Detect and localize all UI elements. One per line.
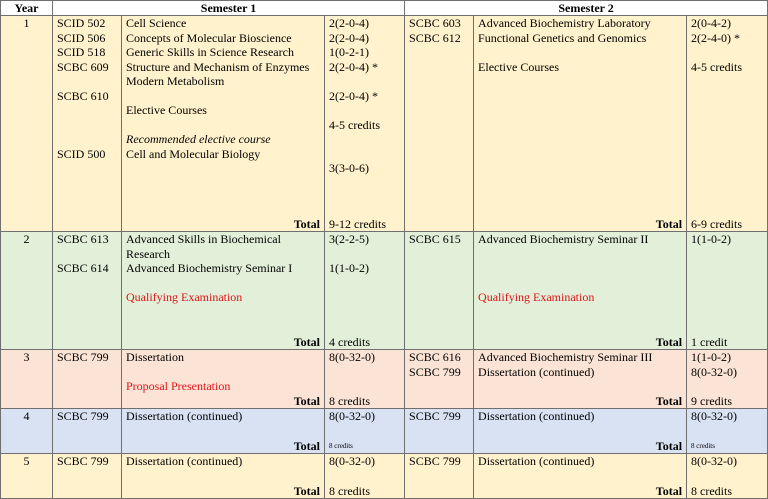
y1-s1-courses xyxy=(122,16,325,217)
total-label: Total xyxy=(122,439,325,454)
total-credits: 9-12 credits xyxy=(325,217,405,232)
total-label: Total xyxy=(474,439,687,454)
credit-value: 2(0-4-2) xyxy=(691,16,732,30)
total-label: Total xyxy=(122,217,325,232)
course-code: SCID 518 xyxy=(57,45,106,59)
y4-s1-credit: 8(0-32-0) xyxy=(325,409,405,439)
y2-s2-codes xyxy=(405,232,474,335)
course-name: Advanced Biochemistry Seminar I xyxy=(126,261,293,275)
y4-s1-code: SCBC 799 xyxy=(53,409,122,439)
credit-value: 8(0-32-0) xyxy=(329,350,375,364)
credit-value: 2(2-0-4) * xyxy=(329,59,378,74)
y1-s2-credits xyxy=(687,16,768,217)
total-credits: 8 credits xyxy=(325,439,405,454)
header-semester-2: Semester 2 xyxy=(405,1,768,16)
year-3-row xyxy=(1,350,768,394)
year-5-row xyxy=(1,454,768,484)
total-credits: 1 credit xyxy=(687,335,768,350)
total-credits: 6-9 credits xyxy=(687,217,768,232)
header-year: Year xyxy=(1,1,53,16)
course-code: SCBC 612 xyxy=(409,30,461,45)
credit-value: 3(3-0-6) xyxy=(329,161,369,175)
y5-s1-code: SCBC 799 xyxy=(53,454,122,484)
y5-s2-code: SCBC 799 xyxy=(405,454,474,484)
y4-s2-credit: 8(0-32-0) xyxy=(687,409,768,439)
y2-s1-codes xyxy=(53,232,122,335)
total-label: Total xyxy=(474,484,687,499)
credit-value: 1(1-0-2) xyxy=(691,232,732,246)
y1-s1-codes xyxy=(53,16,122,217)
recommended-label: Recommended elective course xyxy=(126,132,271,146)
total-label: Total xyxy=(122,335,325,350)
y5-s2-course: Dissertation (continued) xyxy=(474,454,687,484)
course-code: SCID 506 xyxy=(57,30,106,45)
year-1-total-row xyxy=(1,217,768,232)
course-name: Generic Skills in Science Research xyxy=(126,45,294,59)
y3-s1-courses xyxy=(122,350,325,394)
total-label: Total xyxy=(474,394,687,409)
total-credits: 8 credits xyxy=(687,484,768,499)
total-label: Total xyxy=(122,394,325,409)
year-4-row xyxy=(1,409,768,439)
y3-s2-credits xyxy=(687,350,768,394)
y4-s2-code: SCBC 799 xyxy=(405,409,474,439)
y3-s1-codes xyxy=(53,350,122,394)
course-code: SCBC 610 xyxy=(57,88,109,103)
course-name: Structure and Mechanism of Enzymes xyxy=(126,59,310,74)
course-name: Advanced Biochemistry Laboratory xyxy=(478,16,651,30)
y2-s2-courses xyxy=(474,232,687,335)
y5-s1-credit: 8(0-32-0) xyxy=(325,454,405,484)
credit-value: 2(2-0-4) xyxy=(329,16,369,30)
year-5-label: 5 xyxy=(1,454,53,499)
y1-s1-credits xyxy=(325,16,405,217)
y1-s2-codes xyxy=(405,16,474,217)
year-2-row xyxy=(1,232,768,335)
credit-value: 2(2-0-4) xyxy=(329,30,369,45)
year-2-total-row xyxy=(1,335,768,350)
year-2-label: 2 xyxy=(1,232,53,350)
credit-value: 1(0-2-1) xyxy=(329,45,369,59)
course-code: SCBC 616 xyxy=(409,350,461,364)
course-name: Advanced Biochemistry Seminar II xyxy=(478,232,649,246)
total-credits: 9 credits xyxy=(687,394,768,409)
y3-s2-courses xyxy=(474,350,687,394)
total-label: Total xyxy=(122,484,325,499)
course-name: Advanced Skills in Biochemical Research xyxy=(126,232,281,261)
course-name: Modern Metabolism xyxy=(126,74,225,88)
credit-value: 1(1-0-2) xyxy=(691,350,732,364)
total-credits: 8 credits xyxy=(687,439,768,454)
course-name: Functional Genetics and Genomics xyxy=(478,30,647,45)
year-4-label: 4 xyxy=(1,409,53,454)
elective-label: Elective Courses xyxy=(478,59,560,74)
y3-s2-codes xyxy=(405,350,474,394)
course-name: Advanced Biochemistry Seminar III xyxy=(478,350,653,364)
year-1-label: 1 xyxy=(1,16,53,232)
elective-credits: 4-5 credits xyxy=(329,117,380,132)
course-code: SCBC 799 xyxy=(409,364,461,379)
credit-value: 2(2-4-0) * xyxy=(691,30,741,45)
course-name: Concepts of Molecular Bioscience xyxy=(126,30,292,45)
course-name: Cell and Molecular Biology xyxy=(126,146,261,161)
course-name: Dissertation xyxy=(126,350,184,364)
course-code: SCBC 614 xyxy=(57,261,109,275)
qualifying-exam-label: Qualifying Examination xyxy=(478,290,595,304)
elective-credits: 4-5 credits xyxy=(691,59,743,74)
year-5-total-row xyxy=(1,484,768,499)
course-code: SCID 502 xyxy=(57,16,106,30)
total-label: Total xyxy=(474,335,687,350)
credit-value: 3(2-2-5) xyxy=(329,232,369,246)
header-semester-1: Semester 1 xyxy=(53,1,405,16)
header-row xyxy=(1,1,768,16)
course-code: SCID 500 xyxy=(57,146,106,161)
year-4-total-row xyxy=(1,439,768,454)
course-name: Dissertation (continued) xyxy=(478,364,595,379)
proposal-presentation-label: Proposal Presentation xyxy=(126,379,231,393)
y2-s1-courses xyxy=(122,232,325,335)
total-label: Total xyxy=(474,217,687,232)
y3-s1-credits xyxy=(325,350,405,394)
y5-s1-course: Dissertation (continued) xyxy=(122,454,325,484)
y4-s2-course: Dissertation (continued) xyxy=(474,409,687,439)
total-credits: 4 credits xyxy=(325,335,405,350)
year-1-row xyxy=(1,16,768,217)
course-code: SCBC 609 xyxy=(57,59,109,74)
course-name: Cell Science xyxy=(126,16,187,30)
y5-s2-credit: 8(0-32-0) xyxy=(687,454,768,484)
year-3-label: 3 xyxy=(1,350,53,409)
course-code: SCBC 615 xyxy=(409,232,461,246)
credit-value: 2(2-0-4) * xyxy=(329,88,378,103)
y2-s2-credits xyxy=(687,232,768,335)
credit-value: 8(0-32-0) xyxy=(691,364,738,379)
elective-label: Elective Courses xyxy=(126,103,207,117)
y1-s2-courses xyxy=(474,16,687,217)
course-code: SCBC 603 xyxy=(409,16,461,30)
total-credits: 8 credits xyxy=(325,484,405,499)
y2-s1-credits xyxy=(325,232,405,335)
total-credits: 8 credits xyxy=(325,394,405,409)
credit-value: 1(1-0-2) xyxy=(329,261,369,275)
course-code: SCBC 799 xyxy=(57,350,109,364)
qualifying-exam-label: Qualifying Examination xyxy=(126,290,243,304)
course-code: SCBC 613 xyxy=(57,232,109,246)
y4-s1-course: Dissertation (continued) xyxy=(122,409,325,439)
year-3-total-row xyxy=(1,394,768,409)
